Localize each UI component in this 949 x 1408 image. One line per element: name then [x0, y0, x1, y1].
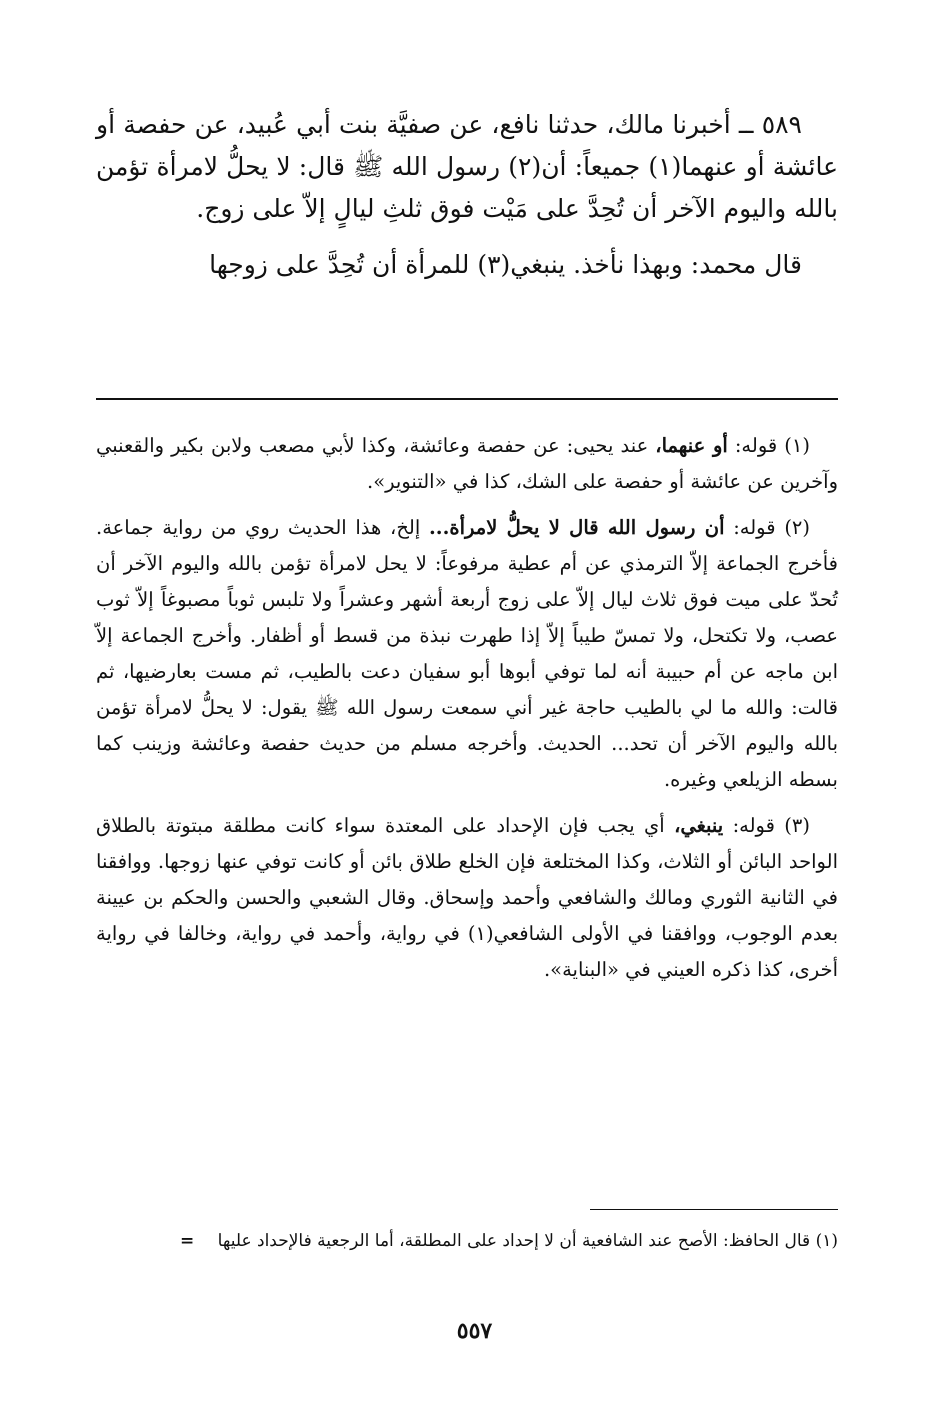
subnote-number: (١) [815, 1231, 838, 1251]
footnote-keyword: ينبغي، [674, 814, 724, 837]
footnote-2 [96, 510, 838, 798]
ruling-paragraph: قال محمد: وبهذا نأخذ. ينبغي(٣) للمرأة أن تُحِدَّ على زوجها [209, 250, 802, 279]
footnote-lead: قوله: [733, 516, 776, 539]
footnote-lead: قوله: [732, 814, 775, 837]
sub-footnote [60, 1226, 838, 1256]
footnote-keyword: أن رسول الله قال لا يحلُّ لامرأة... [429, 516, 725, 539]
footnote-keyword: أو عنهما، [655, 434, 728, 457]
footnotes [96, 428, 838, 998]
footnote-3 [96, 808, 838, 988]
footnote-lead: قوله: [734, 434, 778, 457]
subnote-text: قال الحافظ: الأصح عند الشافعية أن لا إحداد على المطلقة، أما الرجعية فالإحداد عليها [217, 1231, 811, 1251]
footnote-number: (١) [784, 434, 810, 457]
hadith-paragraph: ٥٨٩ ــ أخبرنا مالك، حدثنا نافع، عن صفيَّة بنت أبي عُبيد، عن حفصة أو عائشة أو عنهما(١) جميعاً: أن(٢) رسول الله ﷺ قال: لا يحلُّ لامرأة تؤمن بالله واليوم الآخر أن تُحِدَّ على مَيْت فوق ثلثِ ليالٍ إلاّ على زوج. [96, 110, 839, 223]
continuation-mark: = [180, 1231, 195, 1251]
footnote-number: (٢) [784, 516, 811, 539]
page-number: ٥٥٧ [456, 1318, 493, 1344]
footnote-text: أي يجب فإن الإحداد على المعتدة سواء كانت مطلقة مبتوتة بالطلاق الواحد البائن أو الثلاث، وكذا المختلعة فإن الخلع طلاق بائن أو كانت توفي عنها زوجها. ووافقنا في الثانية الثوري ومالك والشافعي وأحمد وإسحاق. وقال الشعبي والحسن والحكم بن عيينة بعدم الوجوب، ووافقنا في الأولى الشافعي(١) في رواية، وأحمد في رواية، وخالفا في رواية أخرى، كذا ذكره العيني في «البناية». [96, 814, 838, 981]
subnote-separator-line [590, 1209, 838, 1210]
footnote-number: (٣) [784, 814, 810, 837]
footnote-text: إلخ، هذا الحديث روي من رواية جماعة. فأخرج الجماعة إلاّ الترمذي عن أم عطية مرفوعاً: لا يحل لامرأة تؤمن بالله واليوم الآخر أن تُحدّ على ميت فوق ثلاث ليال إلاّ على زوج أربعة أشهر وعشراً ولا تلبس ثوباً مصبوغاً إلاّ ثوب عصب، ولا تكتحل، ولا تمسّ طيباً إلاّ إذا طهرت نبذة من قسط أو أظفار. وأخرج الجماعة إلاّ ابن ماجه عن أم حبيبة أنه لما توفي أبوها أبو سفيان دعت بالطيب، ثم مست بعارضيها، ثم قالت: والله ما لي بالطيب حاجة غير أني سمعت رسول الله ﷺ يقول: لا يحلُّ لامرأة تؤمن بالله واليوم الآخر أن تحد... الحديث. وأخرجه مسلم من حديث حفصة وعائشة وزينب كما بسطه الزيلعي وغيره. [96, 516, 838, 791]
footnote-1 [96, 428, 838, 500]
main-text [96, 104, 838, 286]
footnote-text: عند يحيى: عن حفصة وعائشة، وكذا لأبي مصعب ولابن بكير والقعنبي وآخرين عن عائشة أو حفصة على الشك، كذا في «التنوير». [96, 434, 838, 493]
main-separator-line [96, 398, 838, 400]
